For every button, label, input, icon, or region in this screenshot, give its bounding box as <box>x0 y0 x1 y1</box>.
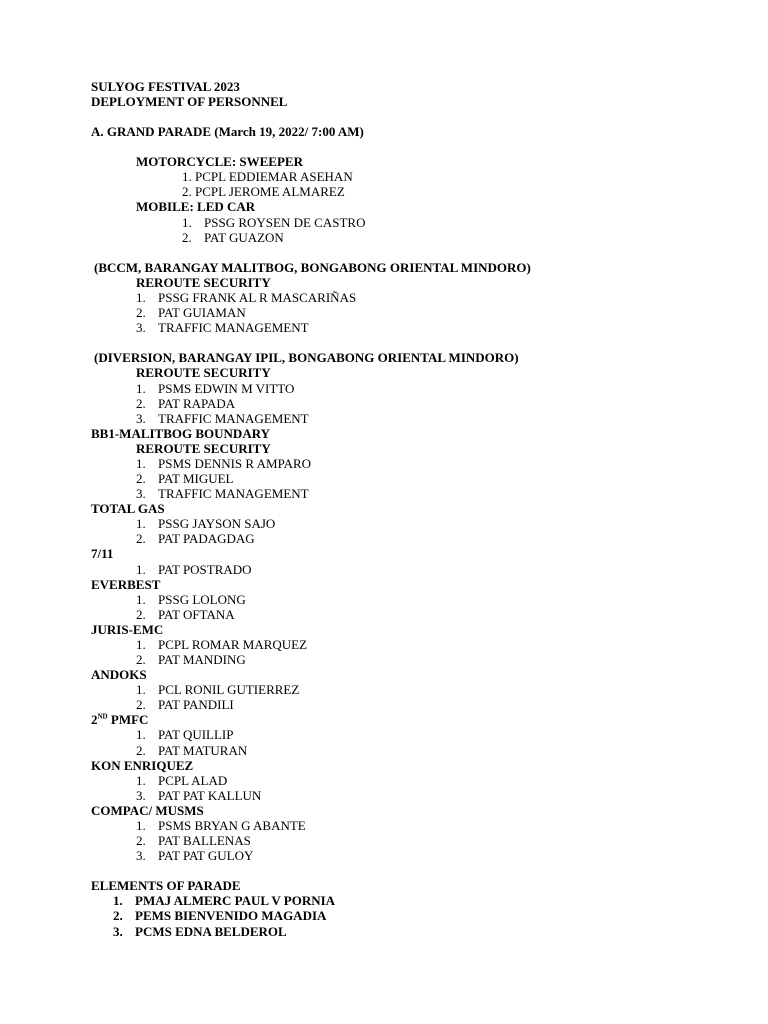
list-number: 1. <box>182 169 192 184</box>
list-number: 3. <box>136 320 146 335</box>
document-subtitle: DEPLOYMENT OF PERSONNEL <box>91 94 288 109</box>
list-number: 1. <box>136 516 146 531</box>
list-item <box>136 652 246 667</box>
location-heading: (BCCM, BARANGAY MALITBOG, BONGABONG ORIENTAL MINDORO) <box>94 260 531 275</box>
list-item <box>136 637 307 652</box>
list-text: PAT GUIAMAN <box>158 305 246 320</box>
list-item <box>136 290 356 305</box>
section-heading: A. GRAND PARADE (March 19, 2022/ 7:00 AM) <box>91 124 364 139</box>
list-text: PCPL ALAD <box>158 773 228 788</box>
list-text: PSSG JAYSON SAJO <box>158 516 276 531</box>
list-number: 1. <box>136 290 146 305</box>
list-number: 2. <box>136 471 146 486</box>
group-header: MOBILE: LED CAR <box>136 199 256 214</box>
group-header: REROUTE SECURITY <box>136 365 271 380</box>
list-text: PAT MANDING <box>158 652 246 667</box>
list-item <box>113 924 287 939</box>
list-item <box>136 743 247 758</box>
location-heading: KON ENRIQUEZ <box>91 758 194 773</box>
list-item <box>182 169 353 184</box>
list-item <box>182 215 365 230</box>
list-text: PMAJ ALMERC PAUL V PORNIA <box>135 893 336 908</box>
list-number: 2. <box>136 652 146 667</box>
list-item <box>182 230 284 245</box>
list-item <box>136 592 246 607</box>
list-number: 1. <box>182 215 192 230</box>
list-item <box>136 305 246 320</box>
list-item <box>136 471 234 486</box>
list-item <box>136 381 294 396</box>
location-heading: EVERBEST <box>91 577 161 592</box>
list-text: PAT OFTANA <box>158 607 235 622</box>
list-text: PAT GUAZON <box>204 230 284 245</box>
list-item <box>113 893 335 908</box>
list-number: 1. <box>136 727 146 742</box>
list-text: PAT PAT KALLUN <box>158 788 262 803</box>
list-number: 1. <box>136 818 146 833</box>
list-number: 2. <box>182 230 192 245</box>
list-text: PEMS BIENVENIDO MAGADIA <box>135 908 327 923</box>
list-item <box>136 320 309 335</box>
list-number: 1. <box>136 562 146 577</box>
list-text: PAT MATURAN <box>158 743 248 758</box>
list-text: PAT PADAGDAG <box>158 531 255 546</box>
list-text: PAT RAPADA <box>158 396 236 411</box>
list-text: PAT PANDILI <box>158 697 234 712</box>
list-number: 1. <box>136 637 146 652</box>
ordinal-suffix: ND <box>97 712 108 721</box>
list-text: PSMS DENNIS R AMPARO <box>158 456 312 471</box>
location-heading: 7/11 <box>91 546 114 561</box>
list-number: 1. <box>136 682 146 697</box>
list-text: PSSG LOLONG <box>158 592 246 607</box>
list-item <box>136 788 261 803</box>
list-item <box>136 531 255 546</box>
list-number: 1. <box>136 773 146 788</box>
list-item <box>136 516 275 531</box>
list-number: 2. <box>182 184 192 199</box>
list-number: 1. <box>113 893 123 908</box>
list-number: 1. <box>136 592 146 607</box>
list-number: 2. <box>136 305 146 320</box>
list-item <box>136 486 309 501</box>
location-heading: TOTAL GAS <box>91 501 165 516</box>
location-heading <box>91 712 148 727</box>
list-text: PAT POSTRADO <box>158 562 252 577</box>
location-heading: ANDOKS <box>91 667 147 682</box>
list-number: 2. <box>136 607 146 622</box>
group-header: REROUTE SECURITY <box>136 441 271 456</box>
list-number: 2. <box>136 833 146 848</box>
list-item <box>136 682 299 697</box>
list-number: 3. <box>136 486 146 501</box>
list-number: 2. <box>136 697 146 712</box>
list-number: 3. <box>136 848 146 863</box>
list-item <box>136 773 227 788</box>
list-item <box>113 908 326 923</box>
list-text: PSSG FRANK AL R MASCARIÑAS <box>158 290 357 305</box>
list-number: 2. <box>136 531 146 546</box>
list-item <box>136 411 309 426</box>
list-item <box>136 456 311 471</box>
list-text: TRAFFIC MANAGEMENT <box>158 486 309 501</box>
list-number: 1. <box>136 456 146 471</box>
list-item <box>136 833 251 848</box>
list-number: 1. <box>136 381 146 396</box>
list-number: 3. <box>113 924 123 939</box>
list-number: 3. <box>136 411 146 426</box>
list-text: PAT BALLENAS <box>158 833 251 848</box>
list-number: 3. <box>136 788 146 803</box>
location-heading: COMPAC/ MUSMS <box>91 803 204 818</box>
list-item <box>136 607 235 622</box>
list-text: PCPL JEROME ALMAREZ <box>195 184 345 199</box>
list-number: 2. <box>136 396 146 411</box>
list-item <box>136 848 253 863</box>
list-text: PAT MIGUEL <box>158 471 234 486</box>
location-heading: (DIVERSION, BARANGAY IPIL, BONGABONG ORIENTAL MINDORO) <box>94 350 519 365</box>
list-text: PSMS EDWIN M VITTO <box>158 381 295 396</box>
list-text: TRAFFIC MANAGEMENT <box>158 320 309 335</box>
group-header: MOTORCYCLE: SWEEPER <box>136 154 303 169</box>
list-item <box>182 184 345 199</box>
list-text: PAT QUILLIP <box>158 727 234 742</box>
list-item <box>136 818 306 833</box>
list-text: PSMS BRYAN G ABANTE <box>158 818 306 833</box>
location-heading: ELEMENTS OF PARADE <box>91 878 241 893</box>
list-item <box>136 727 234 742</box>
list-item <box>136 396 235 411</box>
group-header: REROUTE SECURITY <box>136 275 271 290</box>
heading-number: 2 <box>91 712 98 727</box>
list-number: 2. <box>113 908 123 923</box>
list-text: PCPL ROMAR MARQUEZ <box>158 637 308 652</box>
list-text: TRAFFIC MANAGEMENT <box>158 411 309 426</box>
heading-text: PMFC <box>107 712 149 727</box>
list-text: PCMS EDNA BELDEROL <box>135 924 287 939</box>
list-text: PCL RONIL GUTIERREZ <box>158 682 300 697</box>
list-number: 2. <box>136 743 146 758</box>
list-item <box>136 697 234 712</box>
location-heading: BB1-MALITBOG BOUNDARY <box>91 426 271 441</box>
location-heading: JURIS-EMC <box>91 622 164 637</box>
document-title: SULYOG FESTIVAL 2023 <box>91 79 240 94</box>
list-item <box>136 562 252 577</box>
list-text: PSSG ROYSEN DE CASTRO <box>204 215 366 230</box>
list-text: PCPL EDDIEMAR ASEHAN <box>195 169 353 184</box>
list-text: PAT PAT GULOY <box>158 848 254 863</box>
